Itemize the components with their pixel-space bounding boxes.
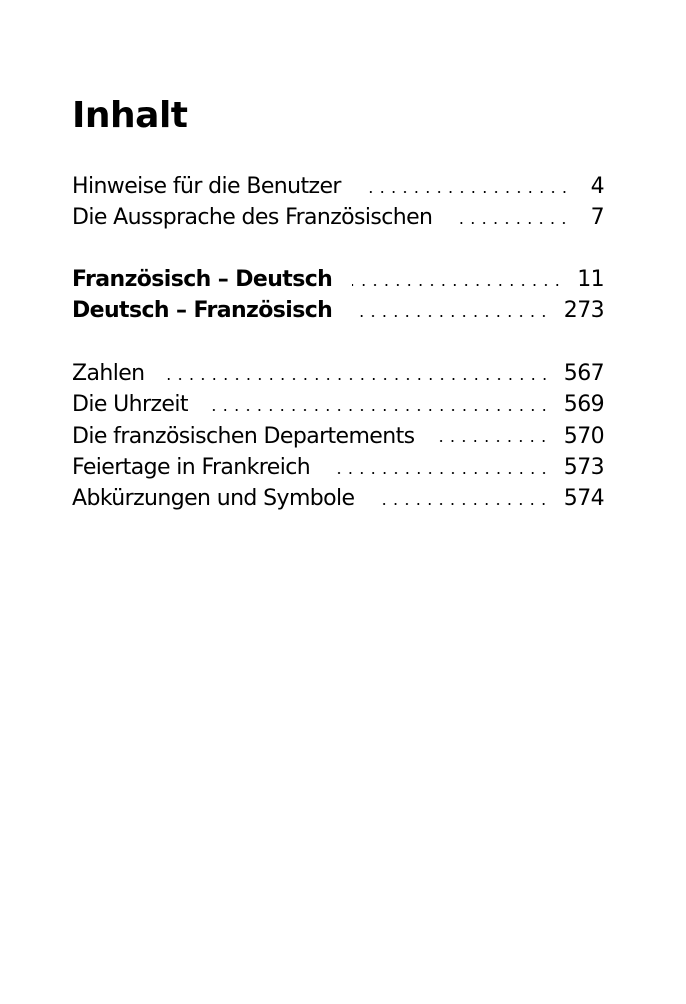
toc-entry-page: 570 <box>563 423 604 449</box>
toc-entry-label: Die Uhrzeit <box>72 392 188 418</box>
toc-entry[interactable] <box>72 202 604 233</box>
toc-entry-page: 573 <box>563 454 604 480</box>
toc-entry[interactable] <box>72 452 604 483</box>
dot-leader <box>374 496 549 512</box>
toc-entry[interactable] <box>72 171 604 202</box>
dot-leader <box>208 402 550 418</box>
toc-entry-label: Abkürzungen und Symbole <box>72 486 355 512</box>
dot-leader <box>330 465 550 481</box>
toc-entry-label: Hinweise für die Benutzer <box>72 174 341 199</box>
toc-entry-page: 11 <box>577 267 604 292</box>
page-title: Inhalt <box>72 95 188 136</box>
toc-entry[interactable] <box>72 358 604 389</box>
toc-entry[interactable] <box>72 389 604 420</box>
toc-entry-page: 569 <box>563 392 604 418</box>
toc-entry[interactable] <box>72 264 604 295</box>
toc-entry-label: Deutsch – Französisch <box>72 298 333 324</box>
toc-entry-label: Zahlen <box>72 361 145 386</box>
toc-entry[interactable] <box>72 295 604 326</box>
toc-group-dictionary <box>72 264 604 327</box>
toc-entry-page: 7 <box>590 205 604 231</box>
toc-entry-page: 273 <box>563 298 604 324</box>
dot-leader <box>434 433 549 449</box>
toc-entry-page: 4 <box>590 174 604 199</box>
toc-group-front-matter <box>72 171 604 234</box>
toc-entry-label: Die französischen Departements <box>72 423 415 449</box>
toc-group-appendix <box>72 358 604 514</box>
toc-entry[interactable] <box>72 421 604 452</box>
toc-entry-label: Die Aussprache des Französischen <box>72 205 433 231</box>
dot-leader <box>165 371 550 387</box>
dot-leader <box>352 277 563 293</box>
dot-leader <box>361 184 570 200</box>
dot-leader <box>452 215 570 231</box>
toc-entry-label: Französisch – Deutsch <box>72 267 333 292</box>
toc-entry-label: Feiertage in Frankreich <box>72 454 311 480</box>
toc-entry-page: 567 <box>563 361 604 386</box>
toc-entry[interactable] <box>72 483 604 514</box>
dot-leader <box>352 308 550 324</box>
toc-entry-page: 574 <box>563 486 604 512</box>
